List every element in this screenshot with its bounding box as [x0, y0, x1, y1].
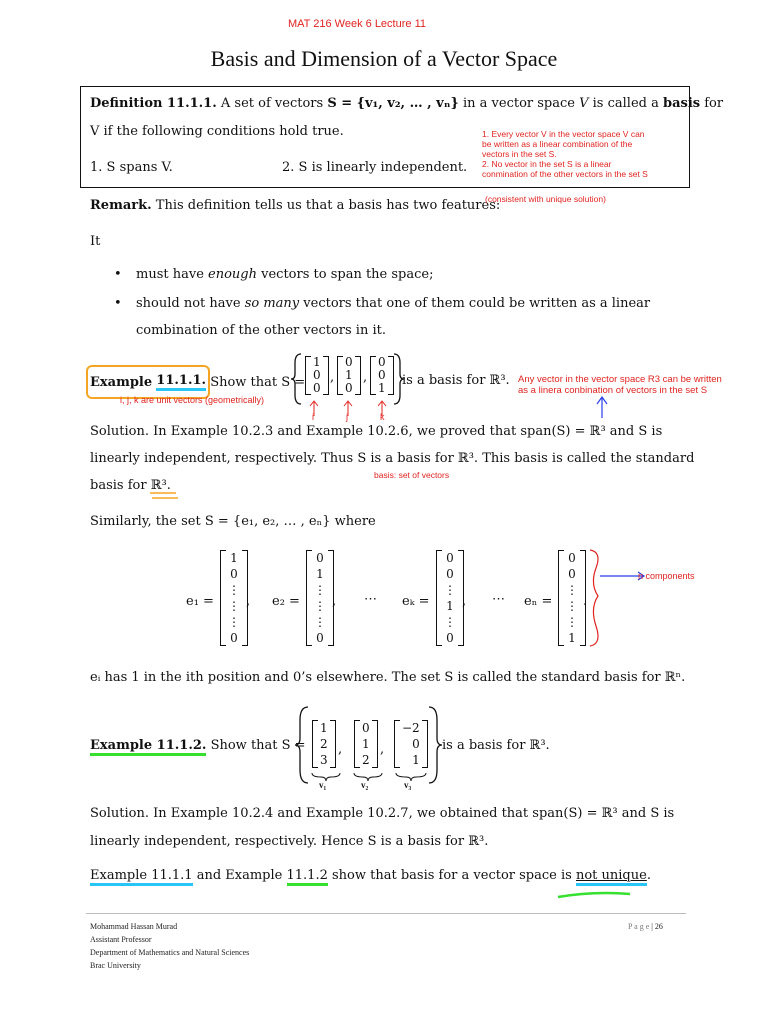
v3-label: v₃: [404, 780, 412, 790]
definition-line1: Definition 11.1.1. A set of vectors S = {v₁, v₂, … , vₙ} in a vector space V is called a basis for: [90, 96, 724, 111]
example2-matrix-2: 0 1 2: [354, 720, 378, 768]
not-unique: not unique: [576, 868, 647, 886]
ek-vector: 0 0 ⋮ 1 ⋮ 0: [436, 550, 464, 646]
example2-matrix-3: −2 0 1: [394, 720, 428, 768]
e1-label: e₁ =: [186, 594, 214, 609]
solution1-line3: basis for ℝ³.: [90, 478, 171, 493]
e2-vector: 0 1 ⋮ ⋮ ⋮ 0: [306, 550, 334, 646]
v1-label: v₁: [319, 780, 327, 790]
en-vector: 0 0 ⋮ ⋮ ⋮ 1: [558, 550, 586, 646]
solution2-line2: linearly independent, respectively. Hence S is a basis for ℝ³.: [90, 834, 489, 849]
solution1-line2: linearly independent, respectively. Thus S is a basis for ℝ³. This basis is called the standard: [90, 451, 695, 466]
similarly-line: Similarly, the set S = {e₁, e₂, … , eₙ} where: [90, 514, 376, 529]
dots-1: ⋯: [364, 592, 377, 607]
remark: Remark. This definition tells us that a basis has two features:: [90, 198, 501, 213]
solution1-line1: Solution. In Example 10.2.3 and Example 10.2.6, we proved that span(S) = ℝ³ and S is: [90, 424, 663, 439]
definition-handwritten-note: 1. Every vector V in the vector space V can be written as a linear combination of the vectors in the set S. 2. No vector in the set S is a linear conmination of the other vectors in the set S: [482, 129, 648, 179]
ei-description: eᵢ has 1 in the ith position and 0’s elsewhere. The set S is called the standard basis for ℝⁿ.: [90, 670, 686, 685]
author-dept: Department of Mathematics and Natural Sciences: [90, 948, 250, 957]
e2-label: e₂ =: [272, 594, 300, 609]
en-label: eₙ =: [524, 594, 553, 609]
ek-label: eₖ =: [402, 594, 430, 609]
blue-up-arrow: [594, 396, 610, 418]
n-components-brace: [586, 548, 650, 648]
conclusion-example1: Example 11.1.1: [90, 868, 193, 886]
example1-tail: is a basis for ℝ³.: [402, 373, 510, 388]
conclusion-line: Example 11.1.1 and Example 11.1.2 show that basis for a vector space is not unique.: [90, 868, 651, 883]
example2-label: Example 11.1.2.: [90, 738, 206, 756]
example1-matrix-2: 0 1 0: [337, 356, 361, 395]
r3-note: Any vector in the vector space R3 can be written as a linera conbination of vectors in the set S: [518, 374, 722, 396]
page-number: P a g e | 26: [628, 922, 663, 931]
conclusion-example2: 11.1.2: [287, 868, 328, 886]
dots-2: ⋯: [492, 592, 505, 607]
definition-label: Definition 11.1.1.: [90, 96, 217, 111]
footer-rule: [86, 913, 686, 914]
v2-label: v₂: [361, 780, 369, 790]
example2-matrix-1: 1 2 3: [312, 720, 336, 768]
remark-note: (consistent with unique solution): [485, 194, 606, 204]
condition-2: 2. S is linearly independent.: [282, 160, 468, 175]
not-unique-green-mark: [556, 890, 632, 900]
example1-matrix-3: 0 0 1: [370, 356, 394, 395]
example1-matrix-1: 1 0 0: [305, 356, 329, 395]
solution2-line1: Solution. In Example 10.2.4 and Example 10.2.7, we obtained that span(S) = ℝ³ and S is: [90, 806, 675, 821]
letter-i: i: [312, 412, 314, 422]
bullet-2: • should not have so many vectors that one of them could be written as a linear: [114, 296, 651, 311]
bullet-2-cont: combination of the other vectors in it.: [136, 323, 386, 338]
author-name: Mohammad Hassan Murad: [90, 922, 178, 931]
author-role: Assistant Professor: [90, 935, 152, 944]
letter-k: k: [380, 412, 385, 422]
condition-1: 1. S spans V.: [90, 160, 173, 175]
example2-left-brace: [294, 706, 310, 784]
unit-vectors-note: i, j, k are unit vectors (geometrically): [120, 395, 265, 405]
example1-line: Example 11.1.1. Show that S =: [90, 373, 306, 390]
example2-tail: is a basis for ℝ³.: [442, 738, 550, 753]
left-brace: [291, 353, 303, 405]
bullet-1: • must have enough vectors to span the space;: [114, 267, 434, 282]
standard-basis-underline: [148, 490, 180, 502]
basis-set-note: basis: set of vectors: [374, 470, 450, 480]
basis-word: basis: [663, 96, 701, 111]
page-title: Basis and Dimension of a Vector Space: [210, 46, 558, 71]
n-components-note: n components: [638, 571, 695, 581]
definition-set: S = {v₁, v₂, … , vₙ}: [327, 96, 459, 111]
example2-underbraces: [310, 772, 432, 782]
e1-vector: 1 0 ⋮ ⋮ ⋮ 0: [220, 550, 248, 646]
example2-line: Example 11.1.2. Show that S =: [90, 738, 306, 753]
footer-author: [90, 920, 249, 972]
course-header: MAT 216 Week 6 Lecture 11: [288, 18, 426, 30]
author-uni: Brac University: [90, 961, 141, 970]
letter-j: j: [346, 412, 348, 422]
definition-line2: V if the following conditions hold true.: [90, 124, 344, 139]
example1-number: 11.1.1.: [156, 373, 206, 391]
remark-it: It: [90, 234, 101, 249]
